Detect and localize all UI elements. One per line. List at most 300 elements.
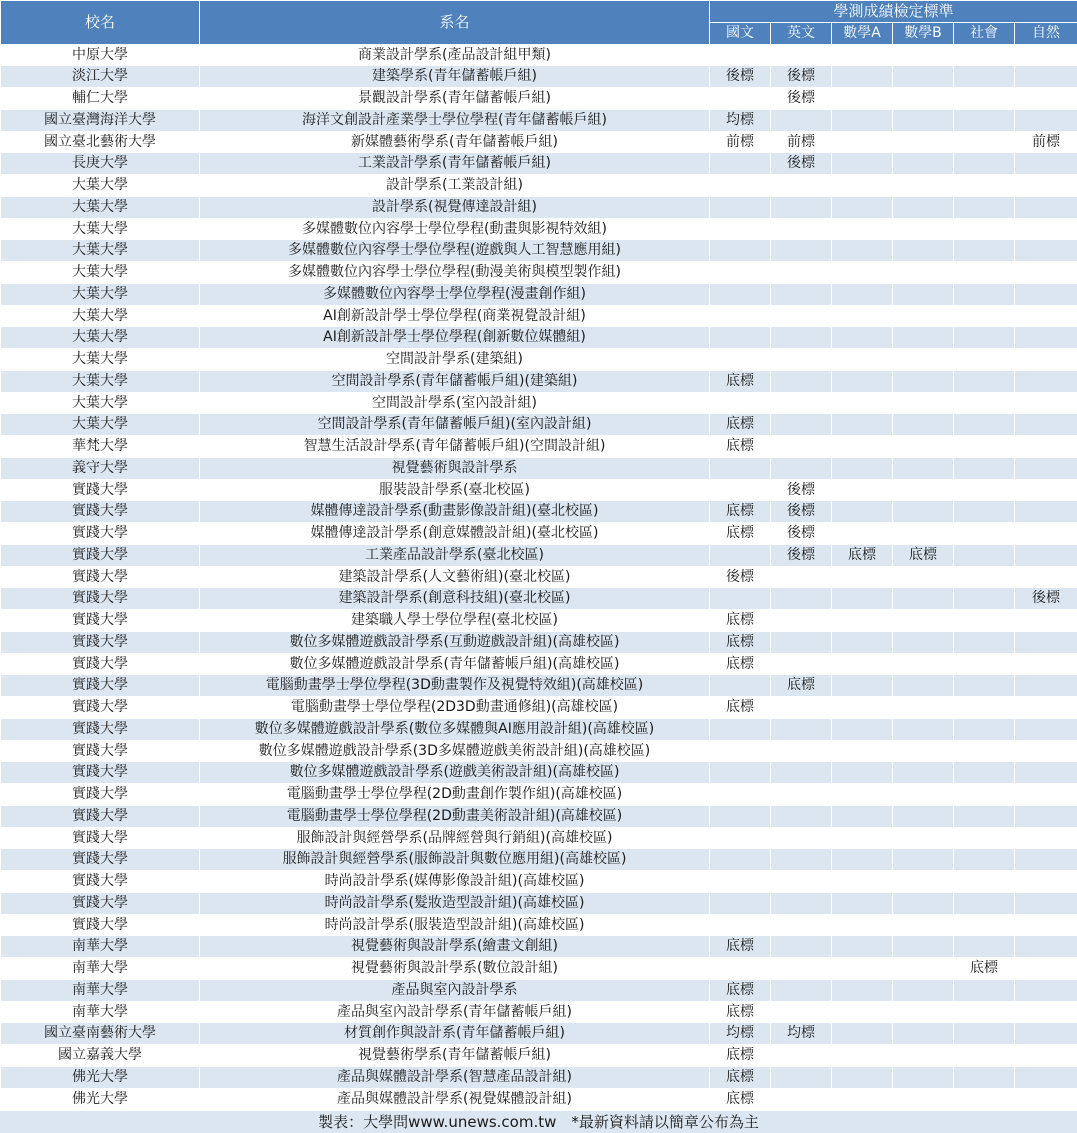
math-b-cell — [893, 392, 954, 414]
school-cell: 大葉大學 — [1, 262, 200, 284]
table-row — [1, 523, 1077, 545]
school-cell: 輔仁大學 — [1, 88, 200, 110]
english-cell — [771, 566, 832, 588]
math-b-cell — [893, 1001, 954, 1023]
science-cell — [1015, 44, 1077, 66]
math-a-cell — [832, 457, 893, 479]
school-cell: 實踐大學 — [1, 523, 200, 545]
science-cell — [1015, 262, 1077, 284]
school-cell: 實踐大學 — [1, 544, 200, 566]
chinese-cell — [710, 892, 771, 914]
table-row — [1, 631, 1077, 653]
math-a-cell — [832, 436, 893, 458]
social-cell: 底標 — [954, 958, 1015, 980]
math-b-cell — [893, 523, 954, 545]
chinese-cell — [710, 175, 771, 197]
school-cell: 實踐大學 — [1, 631, 200, 653]
school-cell: 實踐大學 — [1, 479, 200, 501]
header-subject-social: 社會 — [954, 22, 1015, 44]
department-cell: AI創新設計學士學位學程(商業視覺設計組) — [200, 305, 710, 327]
school-cell: 國立嘉義大學 — [1, 1045, 200, 1067]
department-cell: 數位多媒體遊戲設計學系(遊戲美術設計組)(高雄校區) — [200, 762, 710, 784]
table-row — [1, 1088, 1077, 1110]
social-cell — [954, 936, 1015, 958]
chinese-cell: 底標 — [710, 436, 771, 458]
table-row — [1, 697, 1077, 719]
math-a-cell — [832, 240, 893, 262]
social-cell — [954, 457, 1015, 479]
math-b-cell — [893, 784, 954, 806]
table-row — [1, 653, 1077, 675]
department-cell: 商業設計學系(產品設計組甲類) — [200, 44, 710, 66]
science-cell: 後標 — [1015, 588, 1077, 610]
science-cell — [1015, 175, 1077, 197]
department-cell: 空間設計學系(青年儲蓄帳戶組)(室內設計組) — [200, 414, 710, 436]
math-a-cell — [832, 283, 893, 305]
chinese-cell: 後標 — [710, 566, 771, 588]
math-b-cell — [893, 109, 954, 131]
school-cell: 大葉大學 — [1, 175, 200, 197]
english-cell: 均標 — [771, 1023, 832, 1045]
science-cell — [1015, 979, 1077, 1001]
school-cell: 大葉大學 — [1, 218, 200, 240]
department-cell: 媒體傳達設計學系(創意媒體設計組)(臺北校區) — [200, 523, 710, 545]
school-cell: 大葉大學 — [1, 327, 200, 349]
science-cell — [1015, 805, 1077, 827]
english-cell — [771, 283, 832, 305]
chinese-cell — [710, 958, 771, 980]
school-cell: 實踐大學 — [1, 740, 200, 762]
school-cell: 華梵大學 — [1, 436, 200, 458]
chinese-cell: 底標 — [710, 414, 771, 436]
math-a-cell — [832, 131, 893, 153]
chinese-cell — [710, 827, 771, 849]
math-a-cell — [832, 697, 893, 719]
social-cell — [954, 827, 1015, 849]
math-b-cell — [893, 1023, 954, 1045]
table-row — [1, 914, 1077, 936]
department-cell: 視覺藝術與設計學系(數位設計組) — [200, 958, 710, 980]
chinese-cell — [710, 544, 771, 566]
math-b-cell — [893, 610, 954, 632]
science-cell — [1015, 675, 1077, 697]
department-cell: 空間設計學系(青年儲蓄帳戶組)(建築組) — [200, 370, 710, 392]
social-cell — [954, 979, 1015, 1001]
table-row — [1, 588, 1077, 610]
math-a-cell — [832, 109, 893, 131]
chinese-cell — [710, 784, 771, 806]
header-subject-english: 英文 — [771, 22, 832, 44]
table-row — [1, 457, 1077, 479]
english-cell: 後標 — [771, 501, 832, 523]
table-row — [1, 1045, 1077, 1067]
social-cell — [954, 697, 1015, 719]
math-b-cell — [893, 153, 954, 175]
english-cell — [771, 892, 832, 914]
science-cell: 前標 — [1015, 131, 1077, 153]
math-a-cell — [832, 414, 893, 436]
english-cell — [771, 1001, 832, 1023]
school-cell: 實踐大學 — [1, 871, 200, 893]
science-cell — [1015, 436, 1077, 458]
science-cell — [1015, 849, 1077, 871]
school-cell: 中原大學 — [1, 44, 200, 66]
table-row — [1, 153, 1077, 175]
school-cell: 實踐大學 — [1, 892, 200, 914]
department-cell: 工業設計學系(青年儲蓄帳戶組) — [200, 153, 710, 175]
chinese-cell — [710, 805, 771, 827]
english-cell — [771, 958, 832, 980]
chinese-cell: 底標 — [710, 523, 771, 545]
social-cell — [954, 653, 1015, 675]
social-cell — [954, 871, 1015, 893]
math-a-cell — [832, 958, 893, 980]
science-cell — [1015, 697, 1077, 719]
social-cell — [954, 610, 1015, 632]
social-cell — [954, 370, 1015, 392]
math-a-cell — [832, 588, 893, 610]
department-cell: 時尚設計學系(髮妝造型設計組)(高雄校區) — [200, 892, 710, 914]
table-row — [1, 610, 1077, 632]
table-row — [1, 196, 1077, 218]
math-a-cell — [832, 196, 893, 218]
social-cell — [954, 805, 1015, 827]
table-row — [1, 805, 1077, 827]
english-cell — [771, 240, 832, 262]
english-cell — [771, 718, 832, 740]
department-cell: 電腦動畫學士學位學程(2D動畫創作製作組)(高雄校區) — [200, 784, 710, 806]
department-cell: 景觀設計學系(青年儲蓄帳戶組) — [200, 88, 710, 110]
school-cell: 南華大學 — [1, 958, 200, 980]
math-a-cell — [832, 392, 893, 414]
math-a-cell — [832, 1001, 893, 1023]
math-b-cell — [893, 588, 954, 610]
chinese-cell: 均標 — [710, 1023, 771, 1045]
table-row — [1, 240, 1077, 262]
social-cell — [954, 44, 1015, 66]
math-b-cell — [893, 718, 954, 740]
social-cell — [954, 153, 1015, 175]
department-cell: 產品與室內設計學系(青年儲蓄帳戶組) — [200, 1001, 710, 1023]
social-cell — [954, 218, 1015, 240]
social-cell — [954, 131, 1015, 153]
science-cell — [1015, 827, 1077, 849]
school-cell: 實踐大學 — [1, 566, 200, 588]
department-cell: 電腦動畫學士學位學程(3D動畫製作及視覺特效組)(高雄校區) — [200, 675, 710, 697]
school-cell: 實踐大學 — [1, 653, 200, 675]
school-cell: 實踐大學 — [1, 697, 200, 719]
department-cell: 產品與媒體設計學系(視覺媒體設計組) — [200, 1088, 710, 1110]
chinese-cell — [710, 327, 771, 349]
math-a-cell — [832, 936, 893, 958]
school-cell: 大葉大學 — [1, 196, 200, 218]
math-a-cell — [832, 262, 893, 284]
school-cell: 大葉大學 — [1, 240, 200, 262]
math-b-cell — [893, 805, 954, 827]
science-cell — [1015, 457, 1077, 479]
english-cell — [771, 936, 832, 958]
social-cell — [954, 109, 1015, 131]
science-cell — [1015, 218, 1077, 240]
school-cell: 實踐大學 — [1, 849, 200, 871]
chinese-cell — [710, 914, 771, 936]
math-b-cell — [893, 414, 954, 436]
math-a-cell — [832, 631, 893, 653]
department-cell: 電腦動畫學士學位學程(2D3D動畫通修組)(高雄校區) — [200, 697, 710, 719]
chinese-cell: 底標 — [710, 653, 771, 675]
department-cell: 多媒體數位內容學士學位學程(漫畫創作組) — [200, 283, 710, 305]
chinese-cell: 底標 — [710, 1066, 771, 1088]
social-cell — [954, 588, 1015, 610]
table-row — [1, 305, 1077, 327]
department-cell: 服飾設計與經營學系(服飾設計與數位應用組)(高雄校區) — [200, 849, 710, 871]
math-a-cell — [832, 566, 893, 588]
department-cell: 服飾設計與經營學系(品牌經營與行銷組)(高雄校區) — [200, 827, 710, 849]
english-cell — [771, 196, 832, 218]
department-cell: 數位多媒體遊戲設計學系(互動遊戲設計組)(高雄校區) — [200, 631, 710, 653]
math-b-cell — [893, 218, 954, 240]
science-cell — [1015, 283, 1077, 305]
science-cell — [1015, 196, 1077, 218]
social-cell — [954, 1066, 1015, 1088]
chinese-cell — [710, 349, 771, 371]
math-a-cell — [832, 370, 893, 392]
english-cell — [771, 631, 832, 653]
math-a-cell — [832, 979, 893, 1001]
table-row — [1, 849, 1077, 871]
social-cell — [954, 479, 1015, 501]
math-b-cell — [893, 653, 954, 675]
chinese-cell: 底標 — [710, 501, 771, 523]
chinese-cell — [710, 871, 771, 893]
social-cell — [954, 849, 1015, 871]
table-row — [1, 784, 1077, 806]
math-b-cell — [893, 175, 954, 197]
english-cell — [771, 805, 832, 827]
school-cell: 義守大學 — [1, 457, 200, 479]
department-cell: 空間設計學系(室內設計組) — [200, 392, 710, 414]
math-b-cell — [893, 262, 954, 284]
english-cell — [771, 392, 832, 414]
school-cell: 佛光大學 — [1, 1088, 200, 1110]
table-row — [1, 175, 1077, 197]
table-header — [1, 1, 1077, 45]
english-cell — [771, 827, 832, 849]
english-cell: 後標 — [771, 66, 832, 88]
department-cell: 設計學系(工業設計組) — [200, 175, 710, 197]
department-cell: 數位多媒體遊戲設計學系(3D多媒體遊戲美術設計組)(高雄校區) — [200, 740, 710, 762]
table-body — [1, 44, 1077, 1110]
table-row — [1, 436, 1077, 458]
math-a-cell: 底標 — [832, 544, 893, 566]
english-cell: 後標 — [771, 153, 832, 175]
department-cell: 時尚設計學系(服裝造型設計組)(高雄校區) — [200, 914, 710, 936]
social-cell — [954, 262, 1015, 284]
english-cell — [771, 262, 832, 284]
school-cell: 南華大學 — [1, 1001, 200, 1023]
science-cell — [1015, 240, 1077, 262]
table-row — [1, 44, 1077, 66]
table-row — [1, 871, 1077, 893]
math-b-cell — [893, 88, 954, 110]
chinese-cell — [710, 305, 771, 327]
math-a-cell — [832, 1088, 893, 1110]
department-cell: 產品與室內設計學系 — [200, 979, 710, 1001]
department-cell: 多媒體數位內容學士學位學程(動漫美術與模型製作組) — [200, 262, 710, 284]
math-a-cell — [832, 44, 893, 66]
social-cell — [954, 349, 1015, 371]
english-cell — [771, 1066, 832, 1088]
math-b-cell — [893, 566, 954, 588]
english-cell — [771, 871, 832, 893]
table-row — [1, 544, 1077, 566]
header-subject-science: 自然 — [1015, 22, 1077, 44]
chinese-cell — [710, 849, 771, 871]
science-cell — [1015, 327, 1077, 349]
social-cell — [954, 327, 1015, 349]
school-cell: 實踐大學 — [1, 501, 200, 523]
social-cell — [954, 66, 1015, 88]
school-cell: 實踐大學 — [1, 784, 200, 806]
chinese-cell — [710, 196, 771, 218]
chinese-cell — [710, 218, 771, 240]
science-cell — [1015, 392, 1077, 414]
math-b-cell — [893, 979, 954, 1001]
table-row — [1, 501, 1077, 523]
math-b-cell — [893, 914, 954, 936]
science-cell — [1015, 305, 1077, 327]
table-row — [1, 66, 1077, 88]
science-cell — [1015, 1023, 1077, 1045]
english-cell — [771, 588, 832, 610]
table-row — [1, 392, 1077, 414]
chinese-cell: 前標 — [710, 131, 771, 153]
math-a-cell — [832, 827, 893, 849]
school-cell: 大葉大學 — [1, 283, 200, 305]
table-row — [1, 1023, 1077, 1045]
math-b-cell — [893, 762, 954, 784]
department-cell: 建築設計學系(人文藝術組)(臺北校區) — [200, 566, 710, 588]
science-cell — [1015, 414, 1077, 436]
school-cell: 淡江大學 — [1, 66, 200, 88]
science-cell — [1015, 936, 1077, 958]
english-cell — [771, 979, 832, 1001]
school-cell: 實踐大學 — [1, 914, 200, 936]
table-row — [1, 479, 1077, 501]
chinese-cell — [710, 153, 771, 175]
department-cell: 時尚設計學系(媒傳影像設計組)(高雄校區) — [200, 871, 710, 893]
social-cell — [954, 283, 1015, 305]
table-row — [1, 88, 1077, 110]
math-a-cell — [832, 784, 893, 806]
chinese-cell — [710, 262, 771, 284]
english-cell: 後標 — [771, 523, 832, 545]
school-cell: 實踐大學 — [1, 827, 200, 849]
english-cell — [771, 436, 832, 458]
science-cell — [1015, 349, 1077, 371]
chinese-cell — [710, 240, 771, 262]
math-b-cell — [893, 66, 954, 88]
social-cell — [954, 240, 1015, 262]
social-cell — [954, 566, 1015, 588]
math-b-cell — [893, 327, 954, 349]
english-cell — [771, 697, 832, 719]
science-cell — [1015, 566, 1077, 588]
science-cell — [1015, 501, 1077, 523]
math-a-cell — [832, 479, 893, 501]
social-cell — [954, 305, 1015, 327]
chinese-cell — [710, 762, 771, 784]
school-cell: 實踐大學 — [1, 762, 200, 784]
math-b-cell — [893, 44, 954, 66]
science-cell — [1015, 544, 1077, 566]
department-cell: AI創新設計學士學位學程(創新數位媒體組) — [200, 327, 710, 349]
science-cell — [1015, 109, 1077, 131]
department-cell: 新媒體藝術學系(青年儲蓄帳戶組) — [200, 131, 710, 153]
math-b-cell — [893, 871, 954, 893]
science-cell — [1015, 631, 1077, 653]
social-cell — [954, 414, 1015, 436]
chinese-cell: 底標 — [710, 697, 771, 719]
department-cell: 建築職人學士學位學程(臺北校區) — [200, 610, 710, 632]
english-cell: 後標 — [771, 479, 832, 501]
department-cell: 服裝設計學系(臺北校區) — [200, 479, 710, 501]
math-a-cell — [832, 327, 893, 349]
table-row — [1, 131, 1077, 153]
english-cell — [771, 218, 832, 240]
math-b-cell: 底標 — [893, 544, 954, 566]
social-cell — [954, 436, 1015, 458]
math-b-cell — [893, 283, 954, 305]
math-a-cell — [832, 218, 893, 240]
department-cell: 智慧生活設計學系(青年儲蓄帳戶組)(空間設計組) — [200, 436, 710, 458]
table-row — [1, 740, 1077, 762]
school-cell: 大葉大學 — [1, 414, 200, 436]
science-cell — [1015, 653, 1077, 675]
department-cell: 視覺藝術學系(青年儲蓄帳戶組) — [200, 1045, 710, 1067]
math-a-cell — [832, 1023, 893, 1045]
science-cell — [1015, 871, 1077, 893]
social-cell — [954, 1023, 1015, 1045]
social-cell — [954, 196, 1015, 218]
chinese-cell: 底標 — [710, 610, 771, 632]
math-a-cell — [832, 805, 893, 827]
social-cell — [954, 718, 1015, 740]
department-cell: 空間設計學系(建築組) — [200, 349, 710, 371]
social-cell — [954, 784, 1015, 806]
school-cell: 實踐大學 — [1, 675, 200, 697]
math-a-cell — [832, 762, 893, 784]
social-cell — [954, 544, 1015, 566]
department-cell: 電腦動畫學士學位學程(2D動畫美術設計組)(高雄校區) — [200, 805, 710, 827]
header-score-standard: 學測成績檢定標準 — [710, 1, 1077, 23]
school-cell: 國立臺南藝術大學 — [1, 1023, 200, 1045]
table-row — [1, 349, 1077, 371]
english-cell — [771, 1045, 832, 1067]
table-row — [1, 370, 1077, 392]
science-cell — [1015, 370, 1077, 392]
chinese-cell — [710, 675, 771, 697]
table-row — [1, 958, 1077, 980]
chinese-cell — [710, 88, 771, 110]
math-b-cell — [893, 740, 954, 762]
science-cell — [1015, 762, 1077, 784]
school-cell: 南華大學 — [1, 979, 200, 1001]
table-footer-note: 製表：大學問www.unews.com.tw *最新資料請以簡章公布為主 — [0, 1110, 1077, 1133]
chinese-cell: 底標 — [710, 1045, 771, 1067]
chinese-cell: 後標 — [710, 66, 771, 88]
chinese-cell: 均標 — [710, 109, 771, 131]
